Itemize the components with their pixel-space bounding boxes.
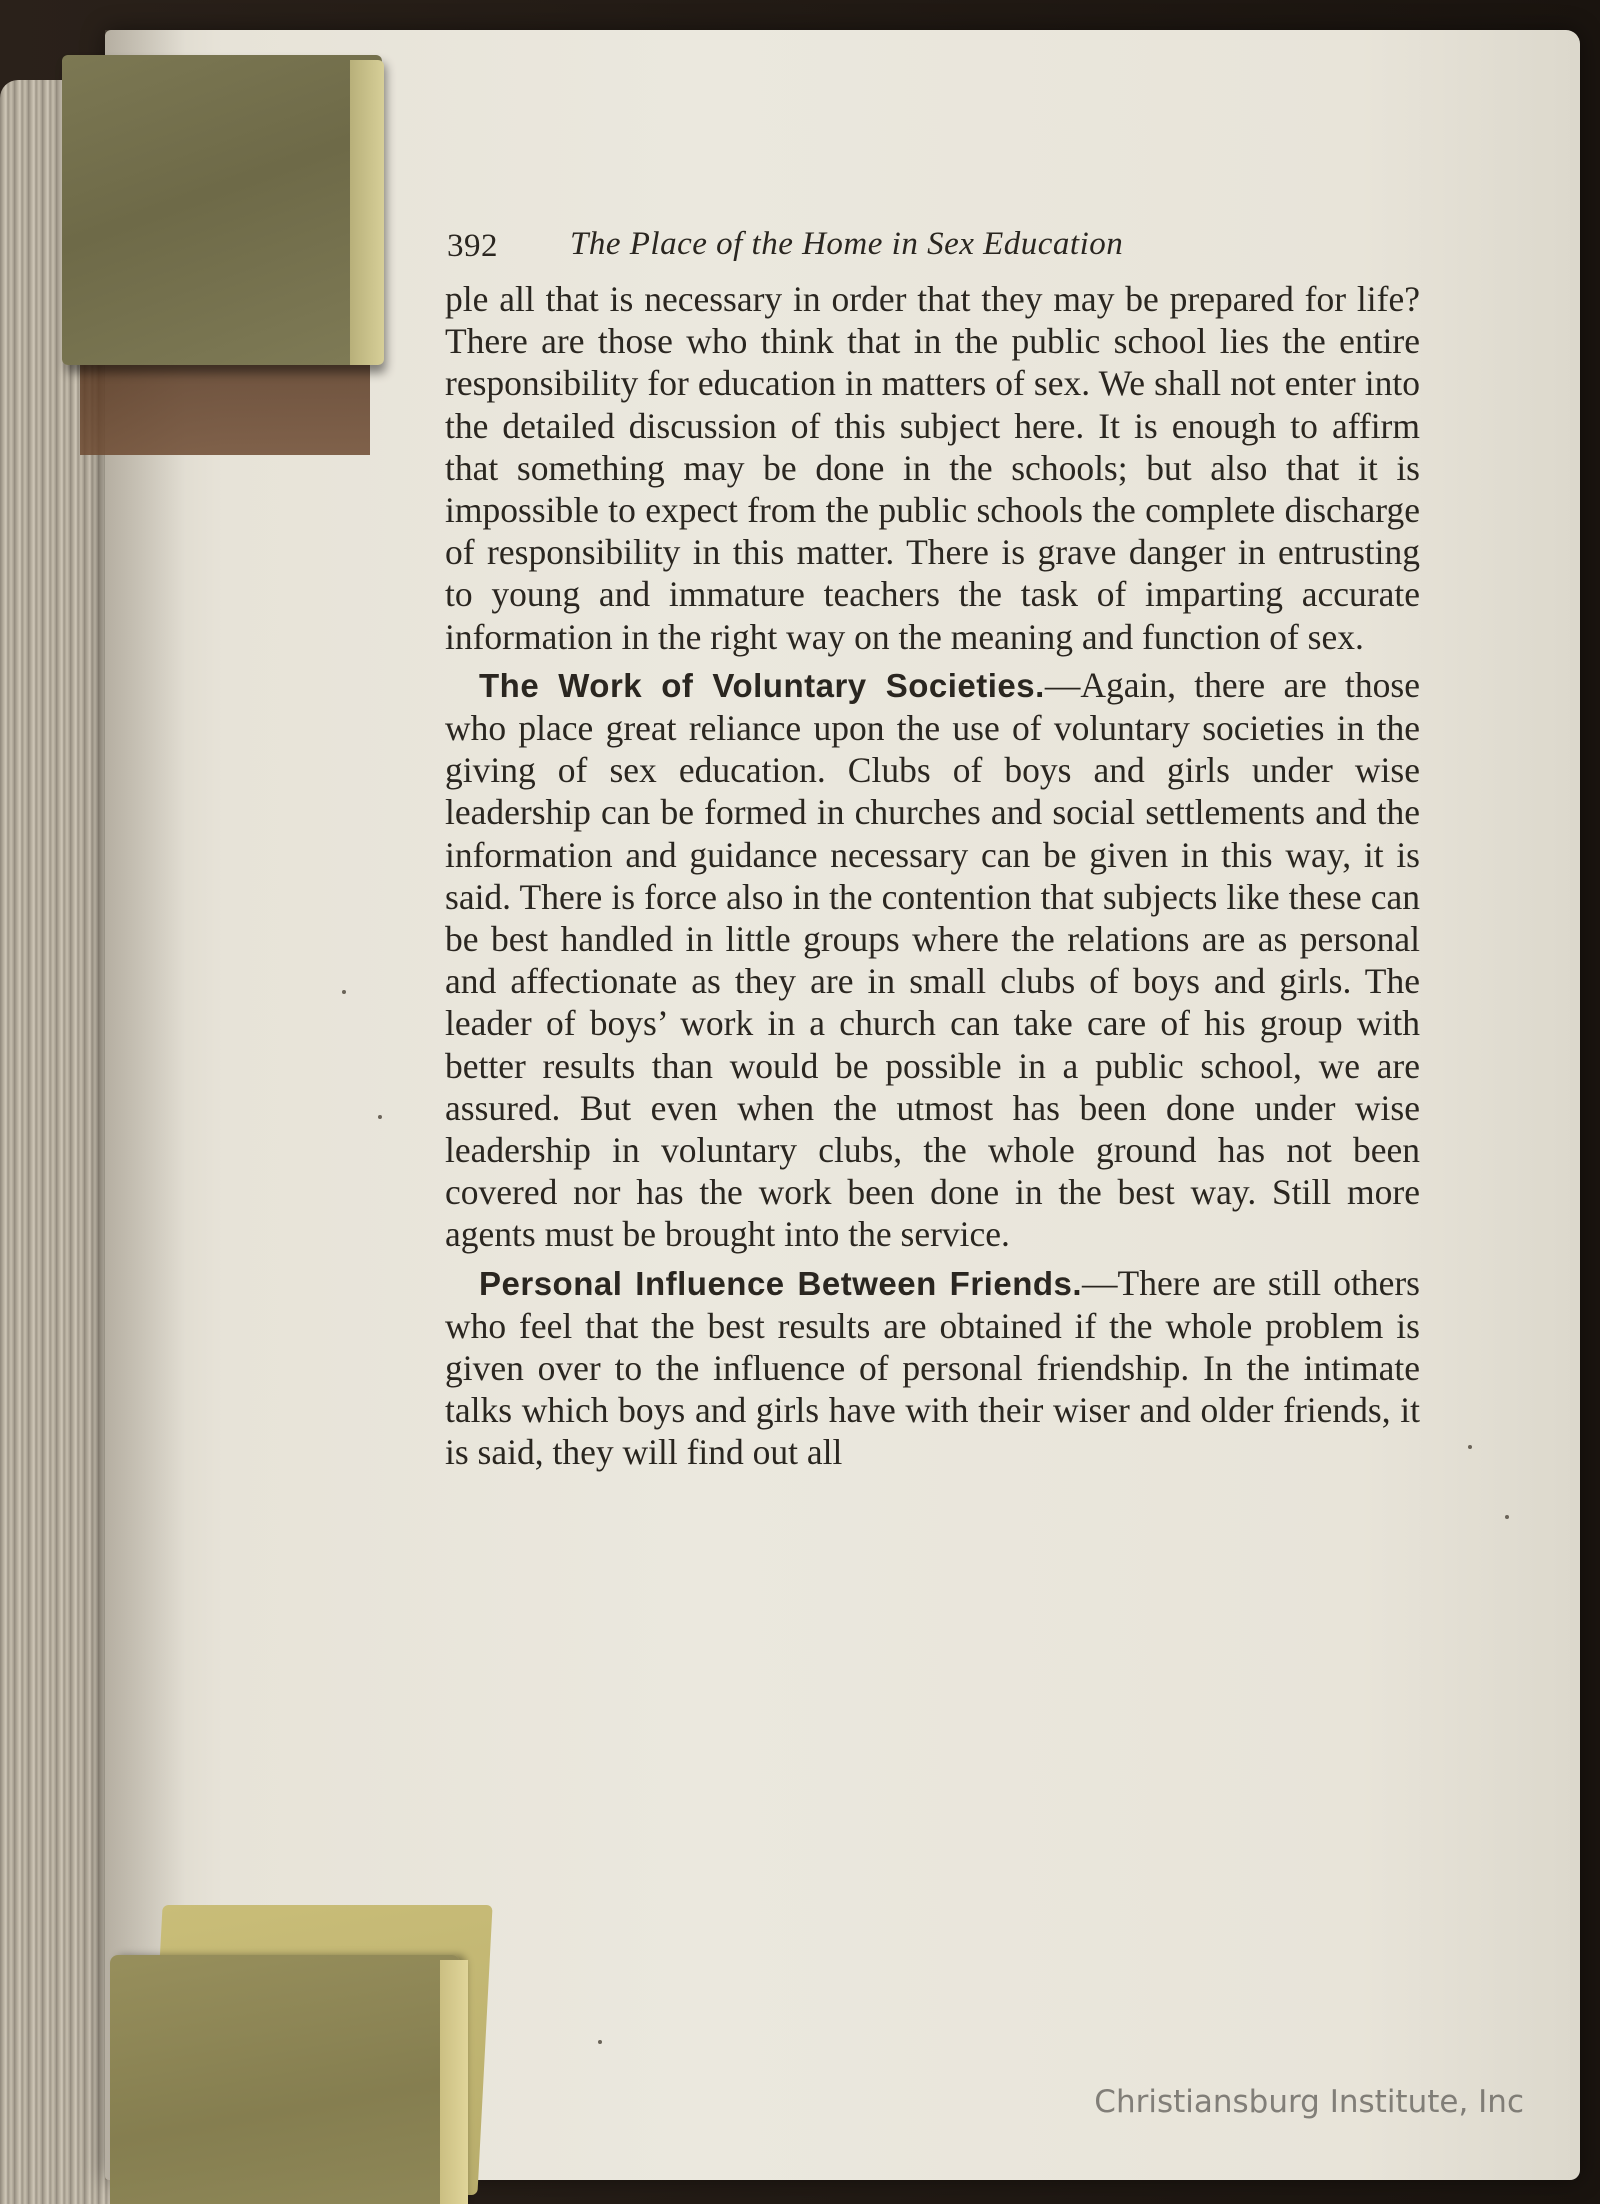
page-number: 392 xyxy=(447,228,498,264)
tab-shadow xyxy=(80,365,370,455)
section-heading: Personal Influence Between Friends. xyxy=(479,1264,1083,1302)
paragraph-text: —There are still others who feel that the best results are obtained if the whole problem is given over to the influence of personal friendship. In the intimate talks which boys and girls have with their wiser and older friends, it is said, they will find out all xyxy=(445,1262,1420,1473)
section-heading: The Work of Voluntary Societies. xyxy=(479,666,1045,704)
paragraph-text: —Again, there are those who place great reliance upon the use of voluntary societies in the giving of sex education. Clubs of boys and girls under wise leadership can be formed in churches and social settlements and the information and guidance necessary can be given in this way, it is said. There is force also in the contention that subjects like these can be best handled in little groups where the relations are as personal and affectionate as they are in small clubs of boys and girls. The leader of boys’ work in a church can take care of his group with better results than would be possible in a public school, we are assured. But even when the utmost has been done under wise leadership in voluntary clubs, the whole ground has not been covered nor has the work been done in the best way. Still more agents must be brought into the service. xyxy=(445,664,1420,1255)
paragraph: ple all that is necessary in order that they may be prepared for life? There are those who think that in the public school lies the entire responsibility for education in matters of sex. We shall not enter into the detailed discussion of this subject here. It is enough to affirm that something may be done in the schools; but also that it is impossible to expect from the public schools the complete discharge of responsibility in this matter. There is grave danger in entrusting to young and immature teachers the task of imparting accurate information in the right way on the meaning and function of sex. xyxy=(445,279,1420,657)
page-text xyxy=(445,222,1420,1474)
paragraph xyxy=(445,1262,1420,1474)
running-head xyxy=(445,222,1420,266)
top-page-tab-edge xyxy=(350,60,384,365)
bottom-page-tab xyxy=(110,1955,460,2204)
bottom-page-tab-edge xyxy=(440,1960,468,2204)
body-text xyxy=(445,278,1420,1474)
paragraph xyxy=(445,664,1420,1256)
top-page-tab xyxy=(62,55,382,365)
running-head-title: The Place of the Home in Sex Education xyxy=(570,226,1124,262)
watermark: Christiansburg Institute, Inc xyxy=(1094,2084,1524,2120)
